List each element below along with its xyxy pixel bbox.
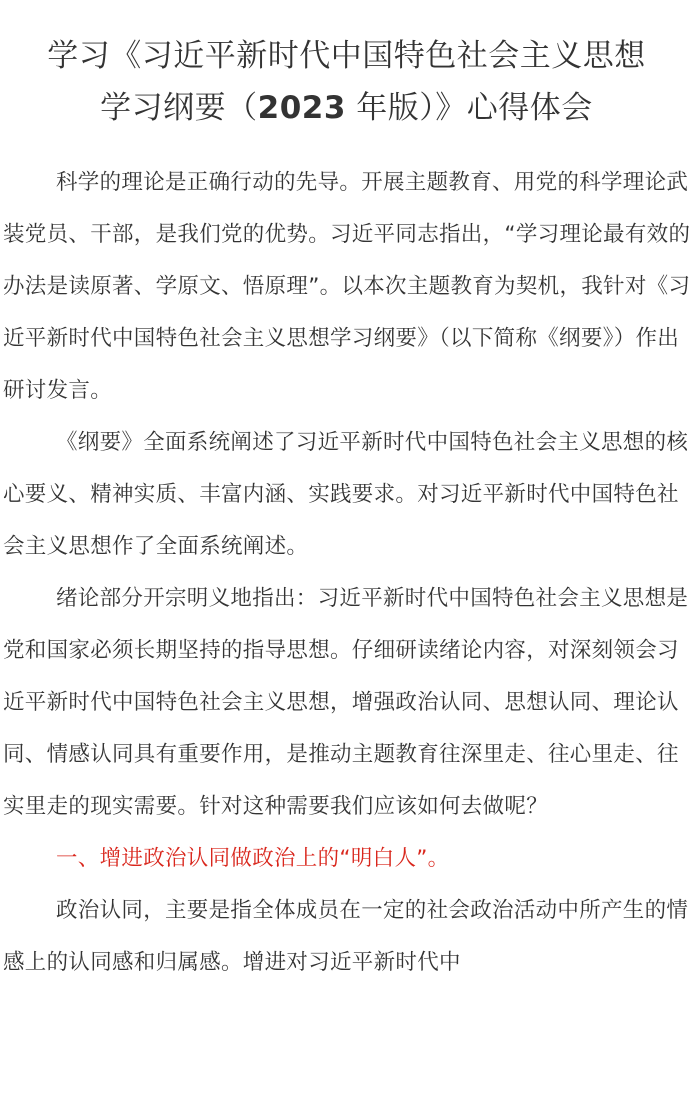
document-body	[3, 157, 693, 989]
paragraph-introduction-analysis: 绪论部分开宗明义地指出：习近平新时代中国特色社会主义思想是党和国家必须长期坚持的指导思想。仔细研读绪论内容，对深刻领会习近平新时代中国特色社会主义思想，增强政治认同、思想认同、理论认同、情感认同具有重要作用，是推动主题教育往深里走、往心里走、往实里走的现实需要。针对这种需要我们应该如何去做呢？	[3, 586, 689, 819]
paragraph-intro: 科学的理论是正确行动的先导。开展主题教育、用党的科学理论武装党员、干部，是我们党的优势。习近平同志指出，“学习理论最有效的办法是读原著、学原文、悟原理”。以本次主题教育为契机，我针对《习近平新时代中国特色社会主义思想学习纲要》（以下简称《纲要》）作出研讨发言。	[3, 170, 691, 403]
title-line-2-suffix: 年版）》心得体会	[345, 90, 593, 126]
document-title	[0, 30, 693, 134]
title-line-2-prefix: 学习纲要（	[100, 90, 258, 126]
paragraph-outline-summary: 《纲要》全面系统阐述了习近平新时代中国特色社会主义思想的核心要义、精神实质、丰富内涵、实践要求。对习近平新时代中国特色社会主义思想作了全面系统阐述。	[3, 430, 689, 559]
title-line-1: 学习《习近平新时代中国特色社会主义思想	[47, 38, 646, 74]
paragraph-political-identity: 政治认同，主要是指全体成员在一定的社会政治活动中所产生的情感上的认同感和归属感。增进对习近平新时代中	[3, 898, 689, 975]
title-line-2	[0, 82, 693, 134]
title-year: 2023	[257, 90, 346, 126]
section-heading-political-identity: 一、增进政治认同做政治上的“明白人”。	[56, 846, 450, 871]
